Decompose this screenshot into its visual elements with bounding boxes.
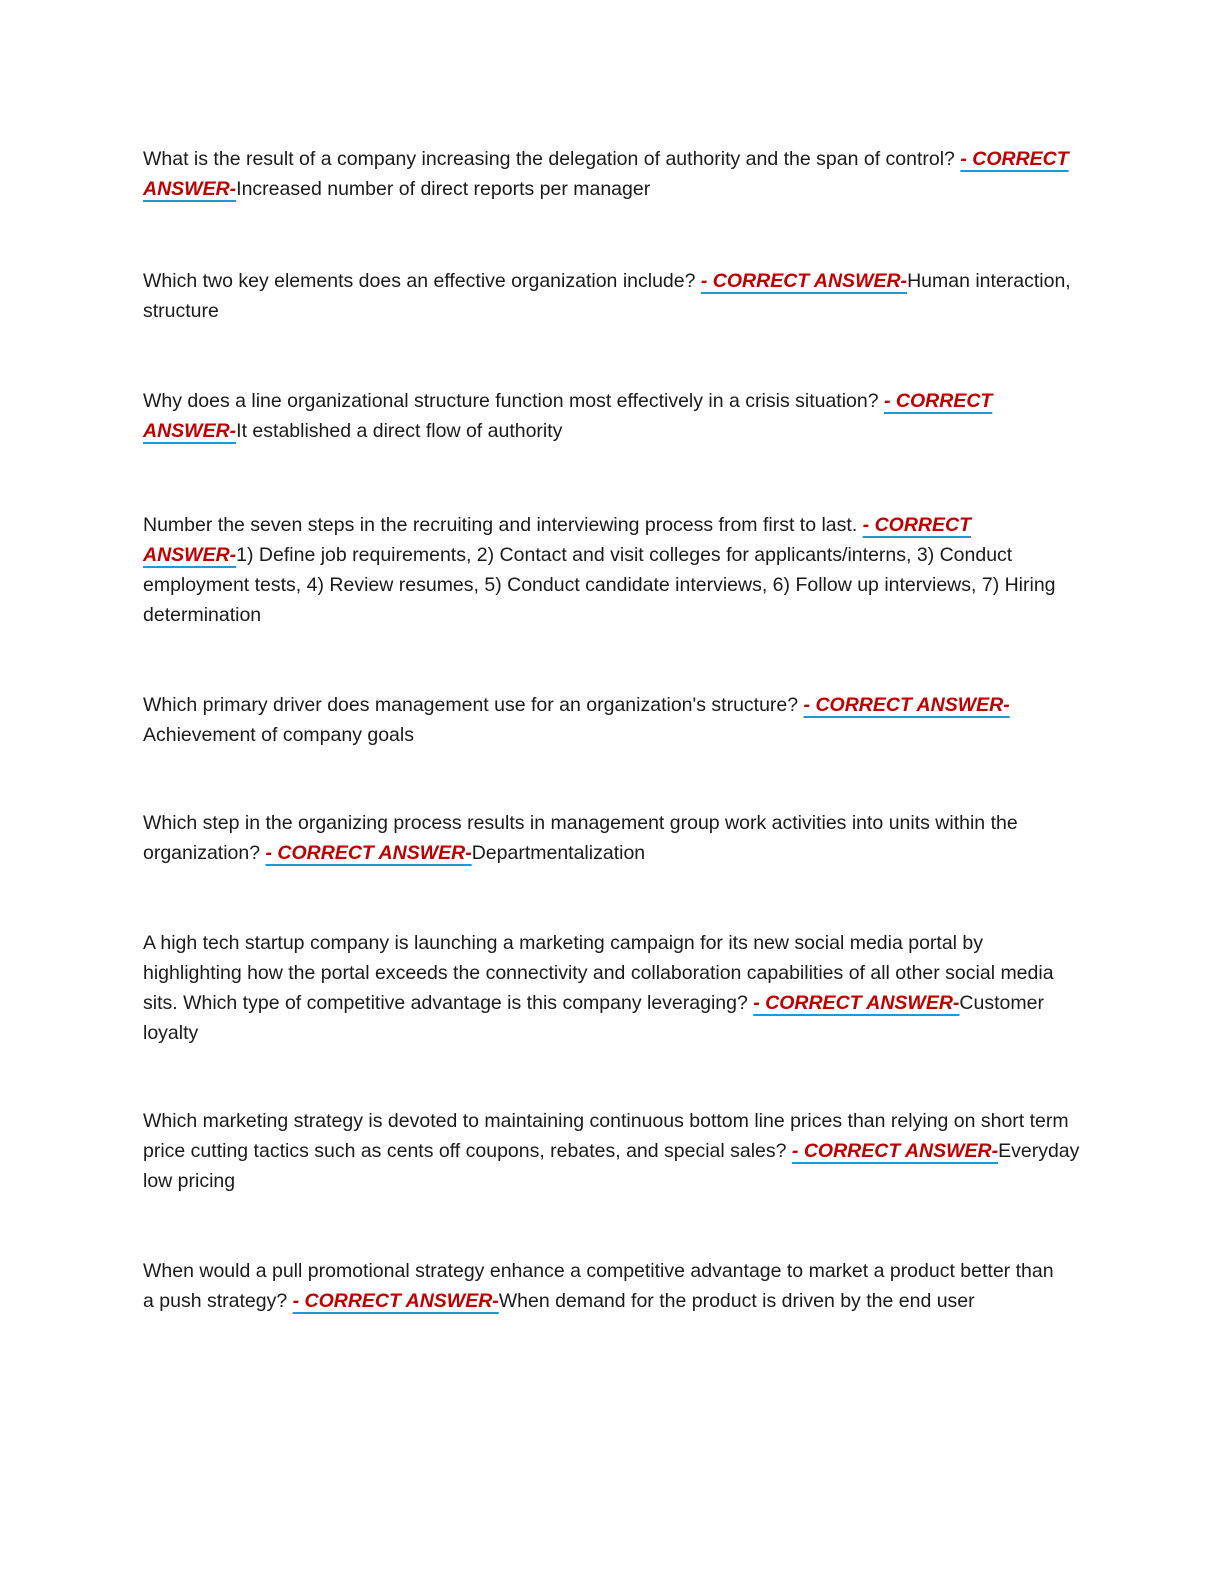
question-text: Which primary driver does management use for an organization's structure? — [143, 694, 804, 716]
correct-answer-marker: - CORRECT ANSWER- — [265, 842, 472, 864]
answer-text: Departmentalization — [471, 842, 646, 864]
correct-answer-marker: - CORRECT ANSWER- — [292, 1290, 499, 1312]
question-text: Why does a line organizational structure function most effectively in a crisis situation? — [143, 390, 884, 412]
answer-text: It established a direct flow of authority — [236, 420, 563, 442]
answer-text: Achievement of company goals — [143, 724, 414, 746]
qa-item-1 — [143, 144, 1083, 204]
question-text: Which step in the organizing process results in management group work activities into units within the organization? — [143, 812, 1018, 864]
question-text: Which two key elements does an effective organization include? — [143, 270, 701, 292]
qa-item-5 — [143, 690, 1043, 750]
correct-answer-marker: - CORRECT ANSWER- — [791, 1140, 999, 1162]
answer-text: Everyday low pricing — [143, 1140, 1080, 1192]
qa-item-3 — [143, 386, 1043, 446]
qa-item-4 — [143, 510, 1063, 630]
question-text: Number the seven steps in the recruiting and interviewing process from first to last. — [143, 514, 863, 536]
qa-item-9 — [143, 1256, 1063, 1316]
answer-text: Human interaction, structure — [143, 270, 1071, 322]
question-text: When would a pull promotional strategy enhance a competitive advantage to market a product better than a push strategy? — [143, 1260, 1054, 1312]
qa-item-2 — [143, 266, 1083, 326]
correct-answer-marker: - CORRECT ANSWER- — [143, 390, 993, 442]
question-text: Which marketing strategy is devoted to maintaining continuous bottom line prices than relying on short term price cutting tactics such as cents off coupons, rebates, and special sales? — [143, 1110, 1069, 1162]
correct-answer-marker: - CORRECT ANSWER- — [753, 992, 960, 1014]
correct-answer-marker: - CORRECT ANSWER- — [143, 148, 1069, 200]
question-text: What is the result of a company increasing the delegation of authority and the span of control? — [143, 148, 961, 170]
answer-text: Increased number of direct reports per manager — [236, 178, 651, 200]
qa-item-6 — [143, 808, 1063, 868]
answer-text: When demand for the product is driven by the end user — [498, 1290, 975, 1312]
correct-answer-marker: - CORRECT ANSWER- — [700, 270, 908, 292]
qa-item-8 — [143, 1106, 1083, 1196]
answer-text: Customer loyalty — [143, 992, 1044, 1044]
answer-text: 1) Define job requirements, 2) Contact and visit colleges for applicants/interns, 3) Conduct employment tests, 4) Review resumes, 5) Conduct candidate interviews, 6) Follow up interviews, 7) Hiring determination — [143, 544, 1056, 626]
correct-answer-marker: - CORRECT ANSWER- — [803, 694, 1010, 716]
qa-item-7 — [143, 928, 1063, 1048]
correct-answer-marker: - CORRECT ANSWER- — [143, 514, 971, 566]
question-text: A high tech startup company is launching a marketing campaign for its new social media portal by highlighting how the portal exceeds the connectivity and collaboration capabilities of all other social media sits. Which type of competitive advantage is this company leveraging? — [143, 932, 1054, 1014]
